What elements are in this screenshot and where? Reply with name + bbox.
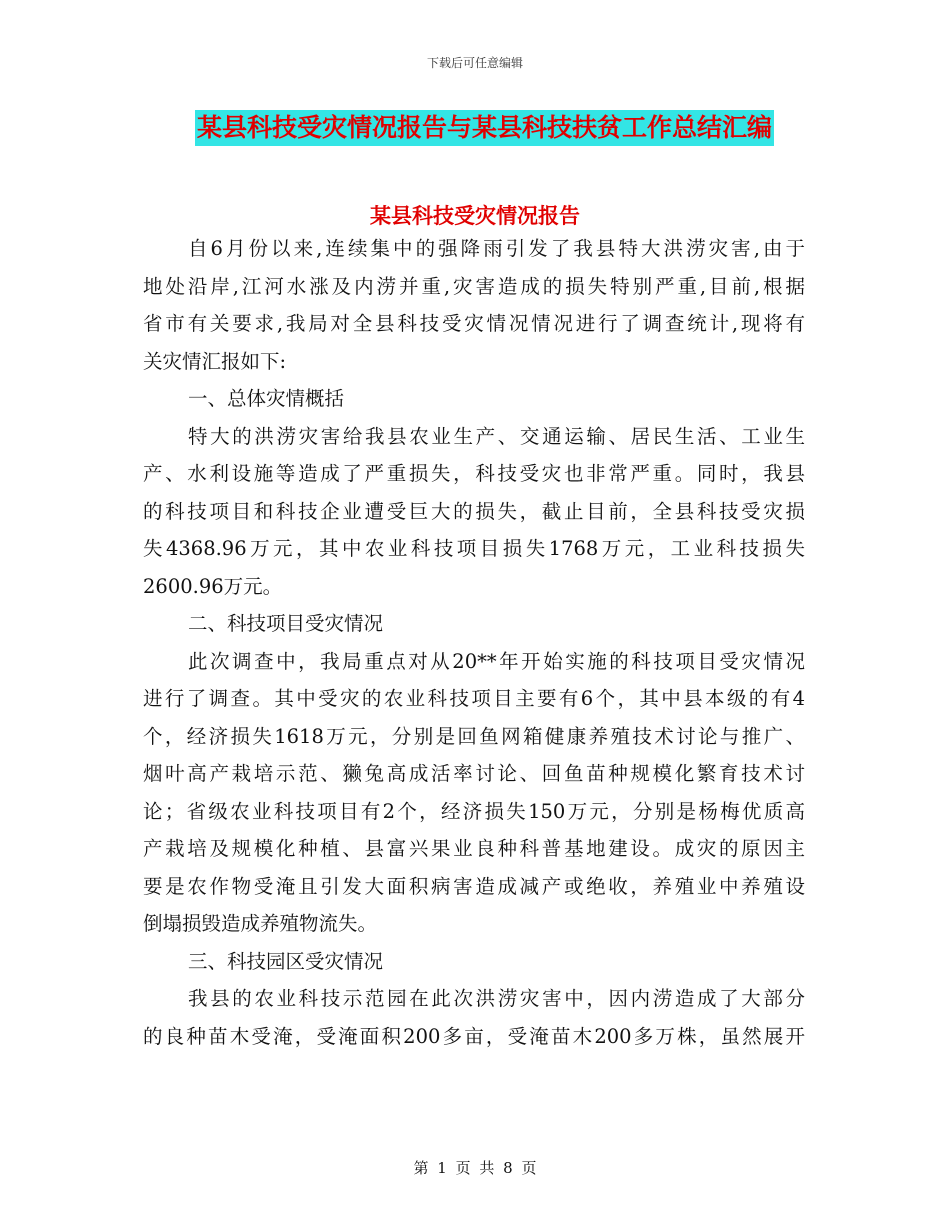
document-main-title: 某县科技受灾情况报告与某县科技扶贫工作总结汇编 <box>195 110 774 146</box>
report-title: 某县科技受灾情况报告 <box>370 203 580 228</box>
body-line: 的科技项目和科技企业遭受巨大的损失，截止目前，全县科技受灾损 <box>143 499 805 523</box>
body-line: 烟叶高产栽培示范、獭兔高成活率讨论、回鱼苗种规模化繁育技术讨 <box>143 762 805 785</box>
section-heading: 一、总体灾情概括 <box>188 387 345 410</box>
page-number: 第 1 页 共 8 页 <box>413 1159 537 1177</box>
body-line: 要是农作物受淹且引发大面积病害造成减产或绝收，养殖业中养殖设 <box>143 874 805 898</box>
body-line: 的良种苗木受淹，受淹面积200多亩，受淹苗木200多万株，虽然展开 <box>143 1024 805 1048</box>
body-line: 省市有关要求,我局对全县科技受灾情况情况进行了调查统计,现将有 <box>143 312 805 335</box>
body-line: 失4368.96万元，其中农业科技项目损失1768万元，工业科技损失 <box>143 537 805 560</box>
body-line: 我县的农业科技示范园在此次洪涝灾害中，因内涝造成了大部分 <box>188 987 805 1010</box>
body-line: 地处沿岸,江河水涨及内涝并重,灾害造成的损失特别严重,目前,根据 <box>143 274 805 298</box>
body-line: 产栽培及规模化种植、县富兴果业良种科普基地建设。成灾的原因主 <box>143 837 805 860</box>
document-body <box>143 230 805 1055</box>
section-heading: 二、科技项目受灾情况 <box>188 612 384 635</box>
body-line: 个，经济损失1618万元，分别是回鱼网箱健康养殖技术讨论与推广、 <box>143 724 805 748</box>
body-line: 进行了调查。其中受灾的农业科技项目主要有6个，其中县本级的有4 <box>143 687 805 710</box>
section-heading: 三、科技园区受灾情况 <box>188 949 384 973</box>
body-line: 此次调查中，我局重点对从20**年开始实施的科技项目受灾情况 <box>188 649 805 673</box>
body-line: 论；省级农业科技项目有2个，经济损失150万元，分别是杨梅优质高 <box>143 799 805 823</box>
body-line: 特大的洪涝灾害给我县农业生产、交通运输、居民生活、工业生 <box>188 424 805 448</box>
body-line: 关灾情汇报如下: <box>143 349 287 373</box>
header-note: 下载后可任意编辑 <box>426 56 523 70</box>
body-line: 2600.96万元。 <box>143 574 283 598</box>
body-line: 倒塌损毁造成养殖物流失。 <box>143 912 378 935</box>
body-line: 自6月份以来,连续集中的强降雨引发了我县特大洪涝灾害,由于 <box>188 237 805 260</box>
body-line: 产、水利设施等造成了严重损失，科技受灾也非常严重。同时，我县 <box>143 462 805 485</box>
